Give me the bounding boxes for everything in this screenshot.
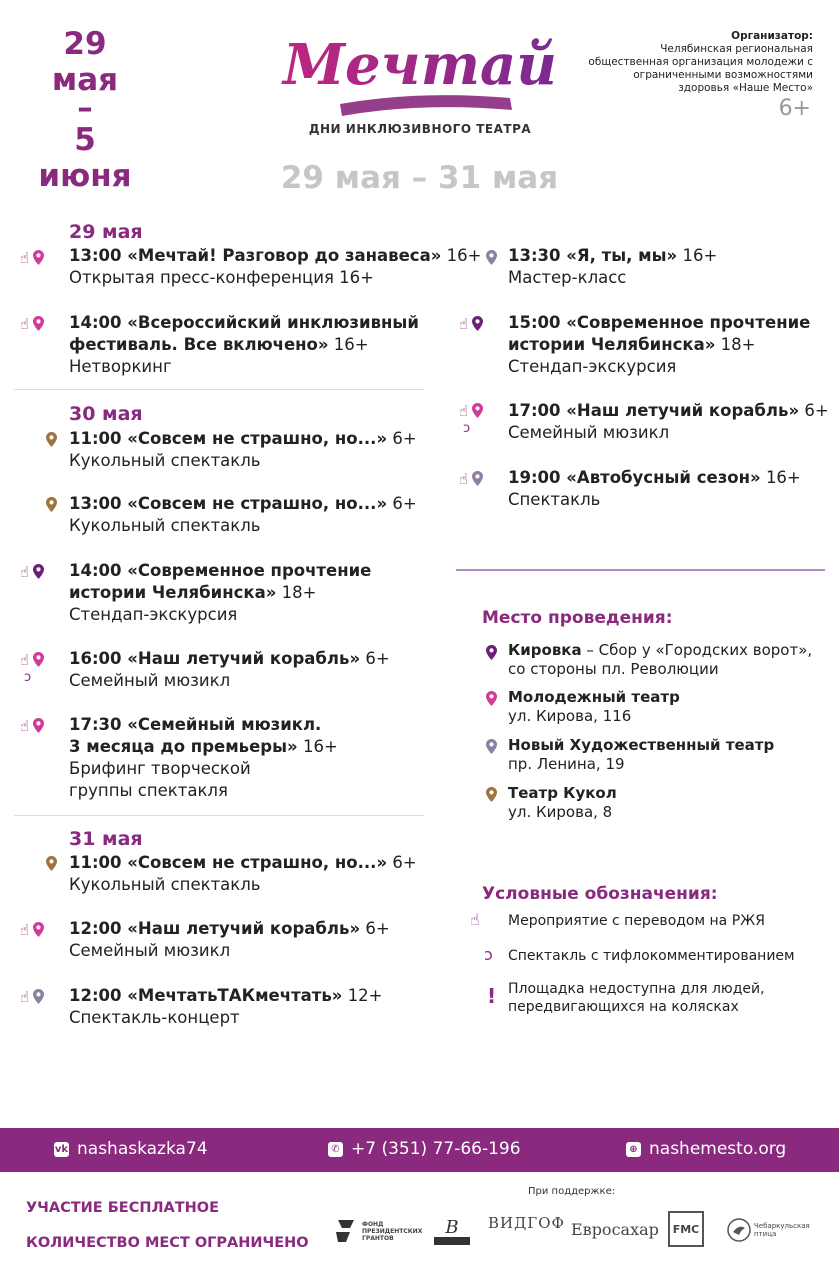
event-icons xyxy=(46,432,57,447)
event-icons xyxy=(20,250,44,266)
pin-icon xyxy=(486,691,497,706)
legend-heading: Условные обозначения: xyxy=(482,884,718,904)
sponsor-logo: Евросахар xyxy=(571,1220,659,1239)
event: 14:00 «Современное прочтение истории Челябинска» 18+ Стендап-экскурсия xyxy=(69,561,372,624)
svg-text:B: B xyxy=(445,1217,459,1238)
legend-item: Площадка недоступна для людей, передвигающихся на колясках xyxy=(508,981,765,1015)
sponsor-logo: FMC xyxy=(668,1211,704,1247)
event-icons xyxy=(20,989,44,1005)
date-end: 5 июня xyxy=(38,122,132,194)
day-heading: 31 мая xyxy=(69,828,143,850)
event-icons xyxy=(20,652,44,685)
event-icons xyxy=(459,316,483,332)
sign-language-icon: ☝ xyxy=(470,910,480,929)
site-link[interactable] xyxy=(626,1139,786,1159)
divider xyxy=(14,389,424,390)
event-icons xyxy=(46,497,57,512)
ear-icon: ↄ xyxy=(484,945,493,964)
event: 19:00 «Автобусный сезон» 16+ Спектакль xyxy=(508,468,801,509)
sponsor-logo: ФОНД ПРЕЗИДЕНТСКИХ ГРАНТОВ xyxy=(334,1218,408,1244)
sign-language-icon: ☝ xyxy=(20,717,30,735)
organizer-title: Организатор: xyxy=(731,30,813,42)
venue-pin xyxy=(486,691,497,706)
event: 11:00 «Совсем не страшно, но...» 6+ Кукольный спектакль xyxy=(69,429,417,470)
free-participation: УЧАСТИЕ БЕСПЛАТНОЕ xyxy=(26,1200,219,1216)
vk-link[interactable] xyxy=(54,1139,208,1159)
event: 13:00 «Мечтай! Разговор до занавеса» 16+ Открытая пресс-конференция 16+ xyxy=(69,246,482,287)
sign-language-icon: ☝ xyxy=(459,470,469,488)
phone-text: +7 (351) 77-66-196 xyxy=(351,1139,521,1159)
pin-icon xyxy=(33,250,44,265)
event: 17:00 «Наш летучий корабль» 6+ Семейный мюзикл xyxy=(508,401,829,442)
venue-item: Театр Кукол ул. Кирова, 8 xyxy=(508,784,617,821)
ear-icon: ↄ xyxy=(463,421,471,436)
pin-icon xyxy=(33,922,44,937)
pin-icon xyxy=(472,471,483,486)
sponsor-logo xyxy=(432,1215,472,1250)
venue-item: Молодежный театр ул. Кирова, 116 xyxy=(508,688,680,725)
event-icons xyxy=(459,471,483,487)
sign-language-icon: ☝ xyxy=(20,988,30,1006)
phone-link[interactable] xyxy=(328,1139,521,1159)
pin-icon xyxy=(472,403,483,418)
event-icons xyxy=(20,316,44,332)
venue-item: Новый Художественный театр пр. Ленина, 19 xyxy=(508,736,775,773)
sign-language-icon: ☝ xyxy=(20,249,30,267)
sign-language-icon: ☝ xyxy=(459,402,469,420)
event: 16:00 «Наш летучий корабль» 6+ Семейный мюзикл xyxy=(69,649,390,690)
phone-icon: ✆ xyxy=(328,1142,343,1157)
range-title: 29 мая – 31 мая xyxy=(280,160,559,196)
contacts-bar xyxy=(0,1128,839,1172)
logo-wordmark: Мечтай xyxy=(283,32,557,98)
pin-icon xyxy=(472,316,483,331)
bird-icon xyxy=(727,1218,751,1242)
pin-icon xyxy=(33,989,44,1004)
event-icons xyxy=(486,250,497,265)
pin-icon xyxy=(46,497,57,512)
event: 13:00 «Совсем не страшно, но...» 6+ Кукольный спектакль xyxy=(69,494,417,535)
pin-icon xyxy=(486,645,497,660)
pin-icon xyxy=(46,432,57,447)
sponsor-logo: ВИДГОФ xyxy=(488,1214,565,1232)
date-dash: – xyxy=(77,90,93,126)
event: 15:00 «Современное прочтение истории Челябинска» 18+ Стендап-экскурсия xyxy=(508,313,811,376)
day-heading: 29 мая xyxy=(69,221,143,243)
event-icons xyxy=(20,564,44,580)
sign-language-icon: ☝ xyxy=(459,315,469,333)
sponsor-emblem-icon xyxy=(432,1215,472,1247)
organizer-block xyxy=(583,30,813,95)
pin-icon xyxy=(486,739,497,754)
age-rating: 6+ xyxy=(778,96,811,121)
festival-subtitle: ДНИ ИНКЛЮЗИВНОГО ТЕАТРА xyxy=(308,122,532,136)
event-icons xyxy=(20,718,44,734)
legend-item: Мероприятие с переводом на РЖЯ xyxy=(508,913,765,929)
sign-language-icon: ☝ xyxy=(20,651,30,669)
venue-heading: Место проведения: xyxy=(482,608,673,628)
pin-icon xyxy=(33,564,44,579)
ear-icon: ↄ xyxy=(24,670,32,685)
divider xyxy=(14,815,424,816)
sign-language-icon: ☝ xyxy=(20,563,30,581)
exclamation-icon: ! xyxy=(487,984,497,1008)
legend-item: Спектакль с тифлокомментированием xyxy=(508,948,795,964)
event-icons xyxy=(46,856,57,871)
pin-icon xyxy=(33,718,44,733)
date-start: 29 мая xyxy=(51,26,119,98)
day-heading: 30 мая xyxy=(69,403,143,425)
globe-icon: ⊕ xyxy=(626,1142,641,1157)
limited-seats: КОЛИЧЕСТВО МЕСТ ОГРАНИЧЕНО xyxy=(26,1235,309,1251)
event-icons xyxy=(20,922,44,938)
event: 12:00 «Наш летучий корабль» 6+ Семейный мюзикл xyxy=(69,919,390,960)
pin-icon xyxy=(486,787,497,802)
event-icons xyxy=(459,403,483,436)
divider xyxy=(456,569,825,571)
event: 14:00 «Всероссийский инклюзивный фестиваль. Все включено» 16+ Нетворкинг xyxy=(69,313,419,376)
site-text: nashemesto.org xyxy=(649,1139,787,1159)
venue-pin xyxy=(486,645,497,660)
venue-pin xyxy=(486,787,497,802)
pin-icon xyxy=(33,316,44,331)
pin-icon xyxy=(33,652,44,667)
vk-icon: vk xyxy=(54,1143,69,1155)
vk-text: nashaskazka74 xyxy=(77,1139,208,1159)
grants-fund-icon xyxy=(334,1218,358,1244)
sign-language-icon: ☝ xyxy=(20,921,30,939)
venue-pin xyxy=(486,739,497,754)
venue-item: Кировка – Сбор у «Городских ворот», со стороны пл. Революции xyxy=(508,641,813,678)
sign-language-icon: ☝ xyxy=(20,315,30,333)
support-label: При поддержке: xyxy=(528,1186,616,1197)
event: 12:00 «МечтатьТАКмечтать» 12+ Спектакль-концерт xyxy=(69,986,383,1027)
event: 13:30 «Я, ты, мы» 16+ Мастер-класс xyxy=(508,246,718,287)
festival-logo xyxy=(283,18,557,118)
pin-icon xyxy=(486,250,497,265)
organizer-text: Челябинская региональная общественная организация молодежи с ограниченными возможностями здоровья «Наше Место» xyxy=(588,43,813,94)
pin-icon xyxy=(46,856,57,871)
sponsor-logo: Чебаркульская птица xyxy=(727,1218,810,1242)
event: 17:30 «Семейный мюзикл. 3 месяца до премьеры» 16+ Брифинг творческой группы спектакля xyxy=(69,715,338,800)
event: 11:00 «Совсем не страшно, но...» 6+ Кукольный спектакль xyxy=(69,853,417,894)
